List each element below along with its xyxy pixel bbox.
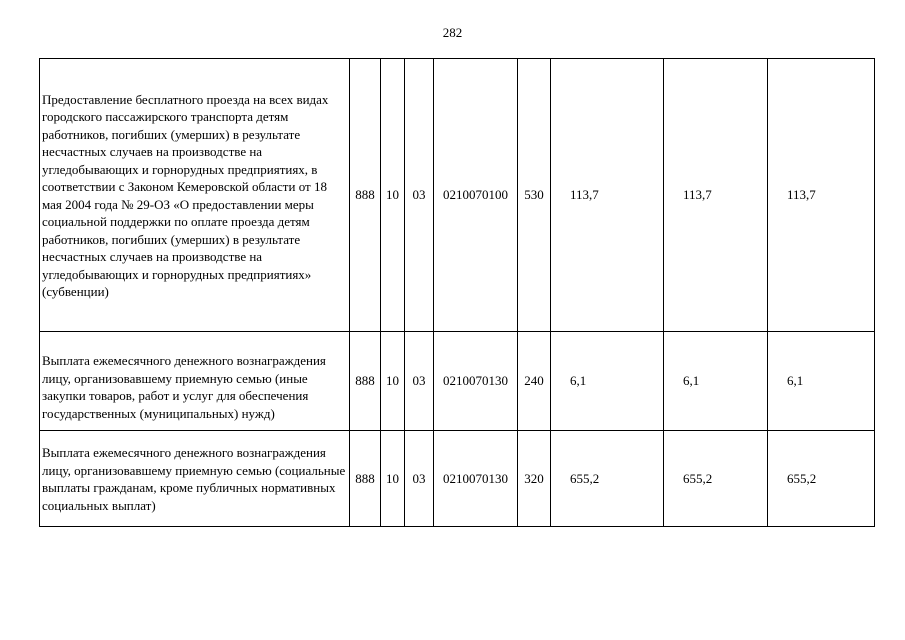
amount-year-1 <box>551 59 664 332</box>
row-description: Выплата ежемесячного денежного вознаграждения лицу, организовавшему приемную семью (иные закупки товаров, работ и услуг для обеспечения государственных (муниципальных) нужд) <box>40 332 350 431</box>
amount-year-3 <box>768 431 875 527</box>
ministry-code: 888 <box>350 431 381 527</box>
amount-year-3 <box>768 332 875 431</box>
table-row <box>40 332 875 431</box>
budget-table <box>39 58 875 527</box>
ministry-code: 888 <box>350 59 381 332</box>
expense-type-code: 320 <box>518 431 551 527</box>
target-article-code: 0210070130 <box>434 332 518 431</box>
subsection-code: 03 <box>405 59 434 332</box>
amount-year-2 <box>664 332 768 431</box>
amount-year-2 <box>664 59 768 332</box>
table-row <box>40 59 875 332</box>
amount-year-2 <box>664 431 768 527</box>
section-code: 10 <box>381 59 405 332</box>
amount-value: 655,2 <box>683 470 713 486</box>
target-article-code: 0210070100 <box>434 59 518 332</box>
expense-type-code: 240 <box>518 332 551 431</box>
amount-value: 655,2 <box>787 470 817 486</box>
expense-type-code: 530 <box>518 59 551 332</box>
amount-value: 655,2 <box>570 470 600 486</box>
amount-year-1 <box>551 332 664 431</box>
section-code: 10 <box>381 431 405 527</box>
target-article-code: 0210070130 <box>434 431 518 527</box>
row-description: Предоставление бесплатного проезда на всех видах городского пассажирского транспорта детям работников, погибших (умерших) в результате несчастных случаев на производстве на угледобывающих и горнорудных предприятиях, в соответствии с Законом Кемеровской области от 18 мая 2004 года № 29-ОЗ «О предоставлении меры социальной поддержки по оплате проезда детям работников, погибших (умерших) в результате несчастных случаев на производстве на угледобывающих и горнорудных предприятиях» (субвенции) <box>40 59 350 332</box>
subsection-code: 03 <box>405 332 434 431</box>
amount-year-1 <box>551 431 664 527</box>
amount-value: 6,1 <box>683 373 700 389</box>
amount-value: 113,7 <box>570 187 599 203</box>
section-code: 10 <box>381 332 405 431</box>
subsection-code: 03 <box>405 431 434 527</box>
ministry-code: 888 <box>350 332 381 431</box>
row-description: Выплата ежемесячного денежного вознаграждения лицу, организовавшему приемную семью (социальные выплаты гражданам, кроме публичных нормативных социальных выплат) <box>40 431 350 527</box>
amount-value: 6,1 <box>787 373 804 389</box>
amount-value: 113,7 <box>683 187 712 203</box>
amount-value: 113,7 <box>787 187 816 203</box>
page-number: 282 <box>442 25 463 40</box>
amount-year-3 <box>768 59 875 332</box>
table-row <box>40 431 875 527</box>
amount-value: 6,1 <box>570 373 587 389</box>
